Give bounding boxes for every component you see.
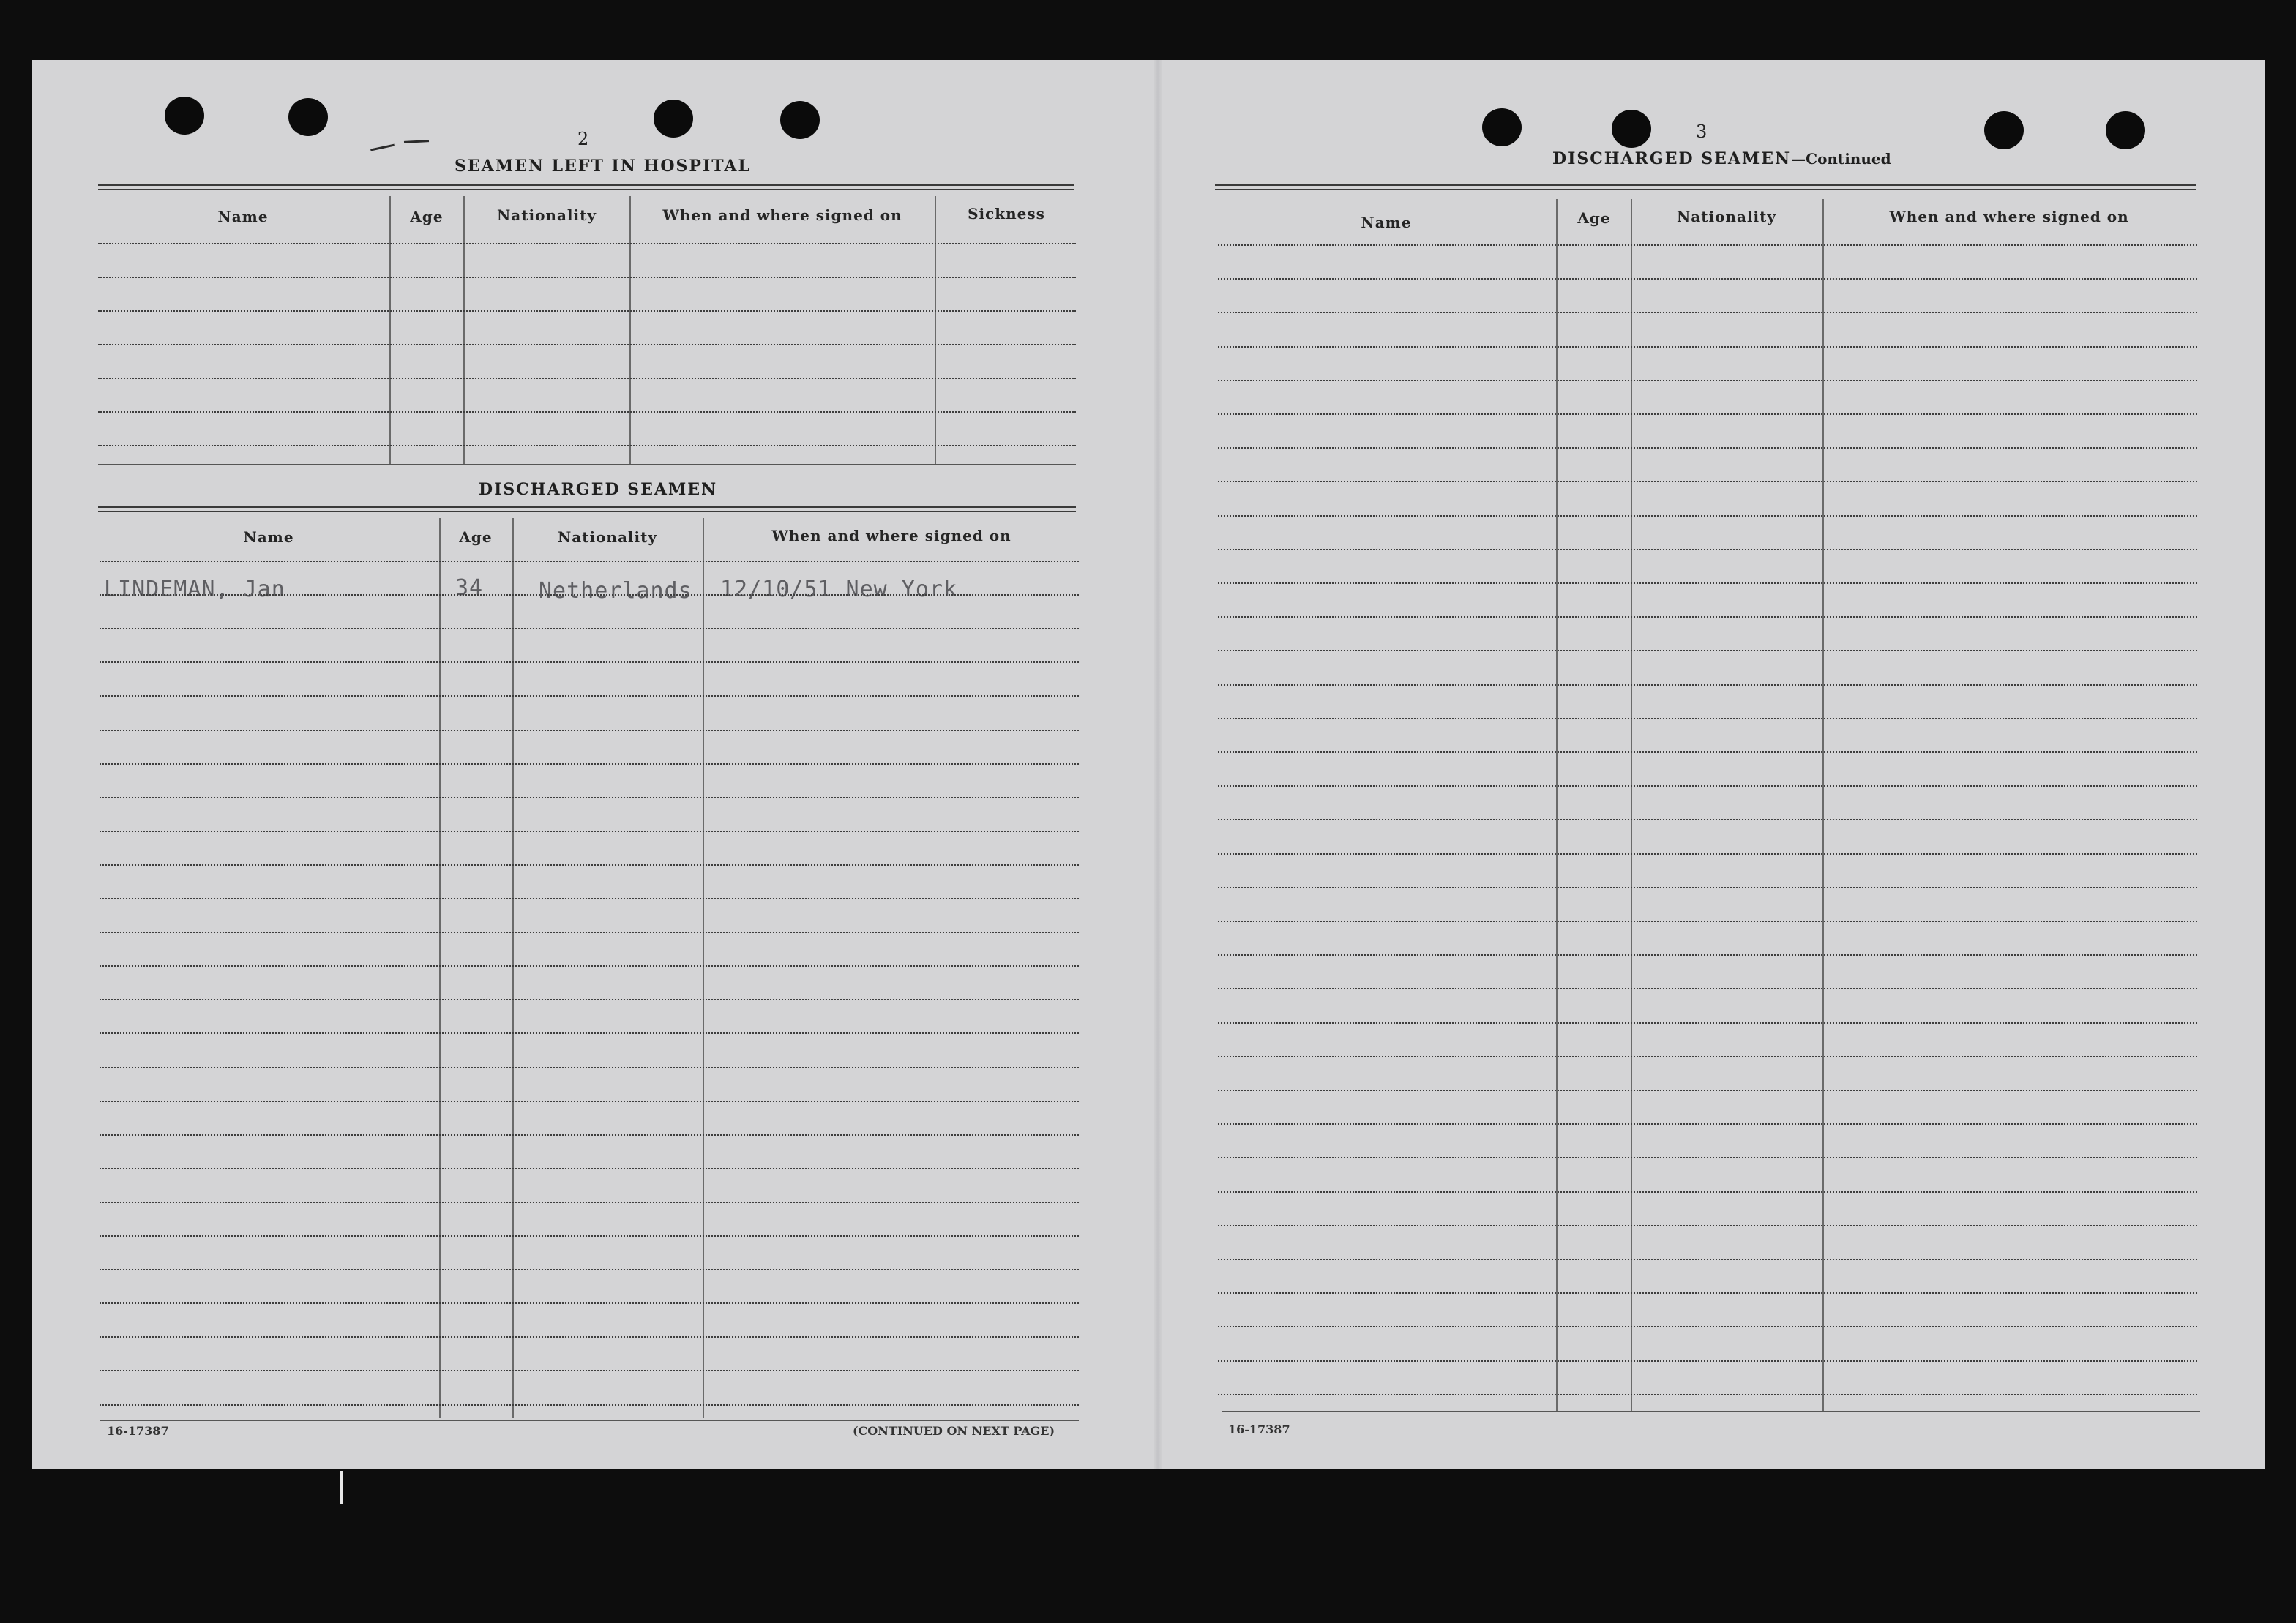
row-line	[100, 932, 1079, 933]
row-line	[1218, 684, 2197, 686]
row-line	[1218, 650, 2197, 651]
column-divider	[703, 518, 704, 1418]
row-line	[1218, 887, 2197, 888]
col-header-age: Age	[410, 208, 444, 225]
row-line	[100, 1101, 1079, 1102]
row-line	[1218, 1056, 2197, 1057]
row-line	[100, 695, 1079, 697]
title-rule	[98, 506, 1076, 512]
row-line	[98, 310, 1076, 312]
row-line	[98, 445, 1076, 446]
row-line	[1218, 413, 2197, 415]
col-header-name: Name	[1361, 214, 1412, 231]
row-line	[1218, 515, 2197, 517]
punch-hole	[654, 100, 693, 138]
col-header-signed-on: When and where signed on	[1889, 208, 2129, 225]
row-line	[1218, 1394, 2197, 1395]
row-line	[1218, 582, 2197, 584]
row-line	[1218, 1191, 2197, 1193]
row-line	[100, 1269, 1079, 1270]
section-title-text: DISCHARGED SEAMEN	[1552, 149, 1792, 168]
row-line	[1218, 954, 2197, 956]
row-line	[100, 1370, 1079, 1371]
column-divider	[439, 518, 441, 1418]
row-line	[100, 898, 1079, 899]
row-line	[1218, 1360, 2197, 1362]
row-line	[1218, 380, 2197, 381]
col-header-name: Name	[243, 528, 294, 546]
row-line	[100, 999, 1079, 1000]
row-line	[100, 730, 1079, 731]
col-header-nationality: Nationality	[497, 206, 597, 224]
row-line	[98, 344, 1076, 345]
row-line	[100, 661, 1079, 663]
column-divider	[935, 196, 936, 464]
table-bottom-rule	[1222, 1411, 2200, 1412]
row-line	[100, 1202, 1079, 1203]
page-fold	[1154, 60, 1162, 1469]
row-line	[1218, 785, 2197, 787]
row-line	[1218, 988, 2197, 989]
row-line	[100, 1067, 1079, 1068]
col-header-signed-on: When and where signed on	[771, 527, 1011, 544]
row-line	[1218, 616, 2197, 618]
form-number: 16-17387	[107, 1424, 169, 1438]
row-line	[1218, 278, 2197, 280]
row-line	[1218, 1225, 2197, 1226]
row-line	[1218, 1022, 2197, 1024]
row-line	[1218, 853, 2197, 855]
punch-hole	[288, 98, 328, 136]
column-divider	[512, 518, 514, 1418]
punch-hole	[1482, 108, 1522, 146]
row-line	[1218, 447, 2197, 449]
continued-note: (CONTINUED ON NEXT PAGE)	[853, 1424, 1055, 1438]
punch-hole	[1612, 110, 1651, 148]
table-bottom-rule	[98, 464, 1076, 465]
row-line	[1218, 921, 2197, 922]
row-line	[1218, 1259, 2197, 1260]
row-line	[1218, 549, 2197, 550]
punch-hole	[1984, 111, 2024, 149]
row-line	[100, 1235, 1079, 1237]
title-rule	[1215, 184, 2196, 190]
column-divider	[629, 196, 631, 464]
row-line	[100, 561, 1079, 562]
row-line	[1218, 312, 2197, 313]
row-line	[100, 831, 1079, 832]
col-header-age: Age	[459, 528, 493, 546]
row-line	[1218, 244, 2197, 246]
row-line	[100, 864, 1079, 866]
scan-artifact	[340, 1471, 343, 1504]
row-line	[1218, 1326, 2197, 1327]
entry-age: 34	[455, 575, 484, 601]
column-divider	[463, 196, 465, 464]
page-number: 3	[1696, 121, 1708, 142]
section-title-continued: —Continued	[1791, 150, 1891, 168]
punch-hole	[165, 97, 204, 135]
row-line	[100, 797, 1079, 798]
row-line	[100, 1168, 1079, 1169]
row-line	[100, 763, 1079, 765]
row-line	[100, 965, 1079, 967]
col-header-name: Name	[217, 208, 269, 225]
row-line	[98, 378, 1076, 379]
page-number: 2	[577, 129, 589, 149]
col-header-sickness: Sickness	[968, 205, 1045, 222]
row-line	[100, 628, 1079, 629]
col-header-age: Age	[1577, 209, 1611, 227]
row-line	[1218, 1090, 2197, 1091]
row-line	[1218, 1157, 2197, 1158]
row-line	[100, 1404, 1079, 1406]
punch-hole	[2106, 111, 2145, 149]
col-header-nationality: Nationality	[1677, 208, 1776, 225]
section-title	[1552, 149, 1891, 168]
row-line	[98, 411, 1076, 413]
entry-name: LINDEMAN, Jan	[104, 577, 285, 602]
hospital-section-title: SEAMEN LEFT IN HOSPITAL	[455, 157, 751, 176]
row-line	[1218, 481, 2197, 482]
title-rule	[98, 184, 1074, 190]
col-header-signed-on: When and where signed on	[662, 206, 902, 224]
row-line	[1218, 819, 2197, 820]
row-line	[1218, 751, 2197, 753]
row-line	[1218, 346, 2197, 348]
row-line	[100, 1336, 1079, 1338]
row-line	[100, 594, 1079, 596]
row-line	[100, 1302, 1079, 1304]
row-line	[1218, 718, 2197, 719]
discharged-section-title: DISCHARGED SEAMEN	[479, 480, 718, 499]
row-line	[98, 243, 1076, 244]
column-divider	[389, 196, 391, 464]
entry-signed-on: 12/10/51 New York	[720, 577, 958, 602]
row-line	[1218, 1123, 2197, 1125]
entry-nationality: Netherlands	[539, 578, 692, 604]
form-number: 16-17387	[1228, 1423, 1290, 1436]
table-bottom-rule	[100, 1420, 1079, 1421]
row-line	[100, 1032, 1079, 1034]
row-line	[1218, 1292, 2197, 1294]
col-header-nationality: Nationality	[558, 528, 657, 546]
row-line	[100, 1134, 1079, 1136]
punch-hole	[780, 101, 820, 139]
row-line	[98, 277, 1076, 278]
